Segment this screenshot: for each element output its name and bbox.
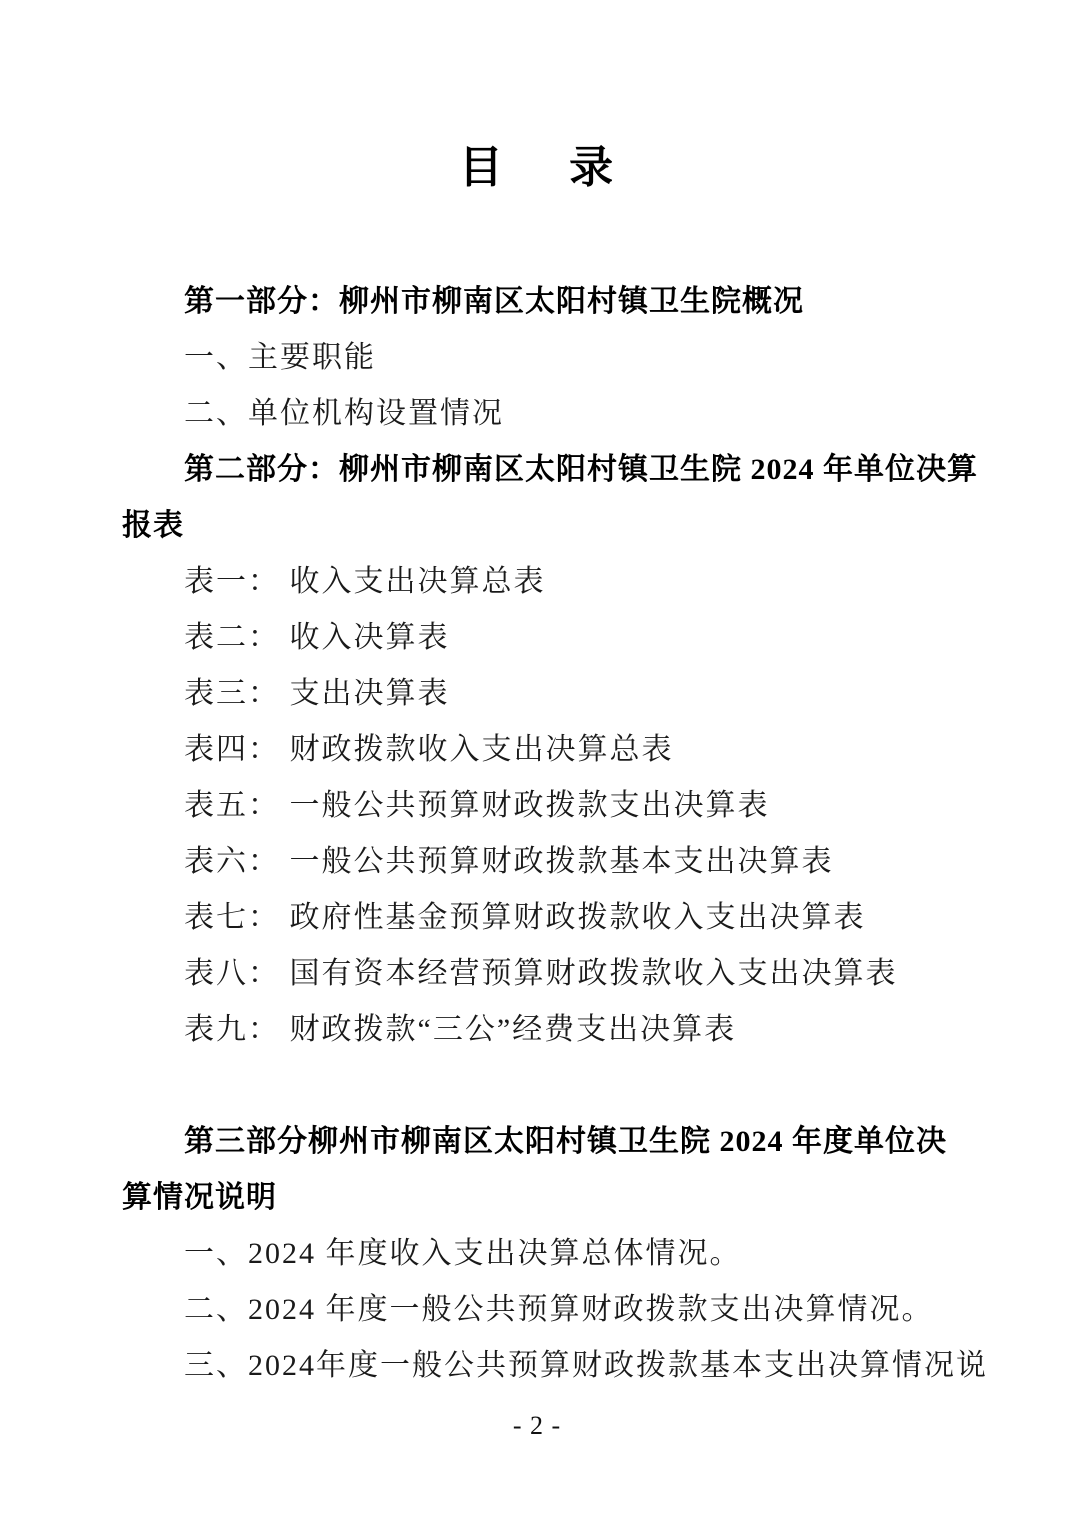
toc-table-entry: 表五： 一般公共预算财政拨款支出决算表 xyxy=(184,789,770,822)
toc-table-entry: 表三： 支出决算表 xyxy=(184,677,450,710)
toc-part1-item-1: 一、主要职能 xyxy=(184,341,376,374)
toc-table-entry: 表七： 政府性基金预算财政拨款收入支出决算表 xyxy=(184,901,866,934)
toc-part2-heading-line2: 报表 xyxy=(122,509,184,542)
page-number: - 2 - xyxy=(512,1411,562,1440)
toc-table-entry: 表九： 财政拨款“三公”经费支出决算表 xyxy=(184,1013,737,1046)
toc-table-entry: 表二： 收入决算表 xyxy=(184,621,450,654)
toc-part3-heading-line2: 算情况说明 xyxy=(122,1181,277,1214)
toc-part3-item-2: 二、2024 年度一般公共预算财政拨款支出决算情况。 xyxy=(184,1293,934,1326)
page-title: 目 录 xyxy=(458,143,616,192)
toc-part3-item-3: 三、2024年度一般公共预算财政拨款基本支出决算情况说 xyxy=(184,1349,988,1382)
blank-line xyxy=(122,1058,1024,1114)
toc-part1-item-2: 二、单位机构设置情况 xyxy=(184,397,504,430)
table-of-contents xyxy=(0,274,1074,1394)
toc-part1-heading: 第一部分：柳州市柳南区太阳村镇卫生院概况 xyxy=(184,285,804,318)
toc-part3-item-1: 一、2024 年度收入支出决算总体情况。 xyxy=(184,1237,742,1270)
toc-table-entry: 表一： 收入支出决算总表 xyxy=(184,565,546,598)
toc-part2-heading-line1: 第二部分：柳州市柳南区太阳村镇卫生院 2024 年单位决算 xyxy=(184,453,978,486)
toc-part3-heading-line1: 第三部分柳州市柳南区太阳村镇卫生院 2024 年度单位决 xyxy=(184,1125,947,1158)
toc-table-entry: 表四： 财政拨款收入支出决算总表 xyxy=(184,733,674,766)
toc-table-entry: 表六： 一般公共预算财政拨款基本支出决算表 xyxy=(184,845,834,878)
toc-table-entry: 表八： 国有资本经营预算财政拨款收入支出决算表 xyxy=(184,957,898,990)
